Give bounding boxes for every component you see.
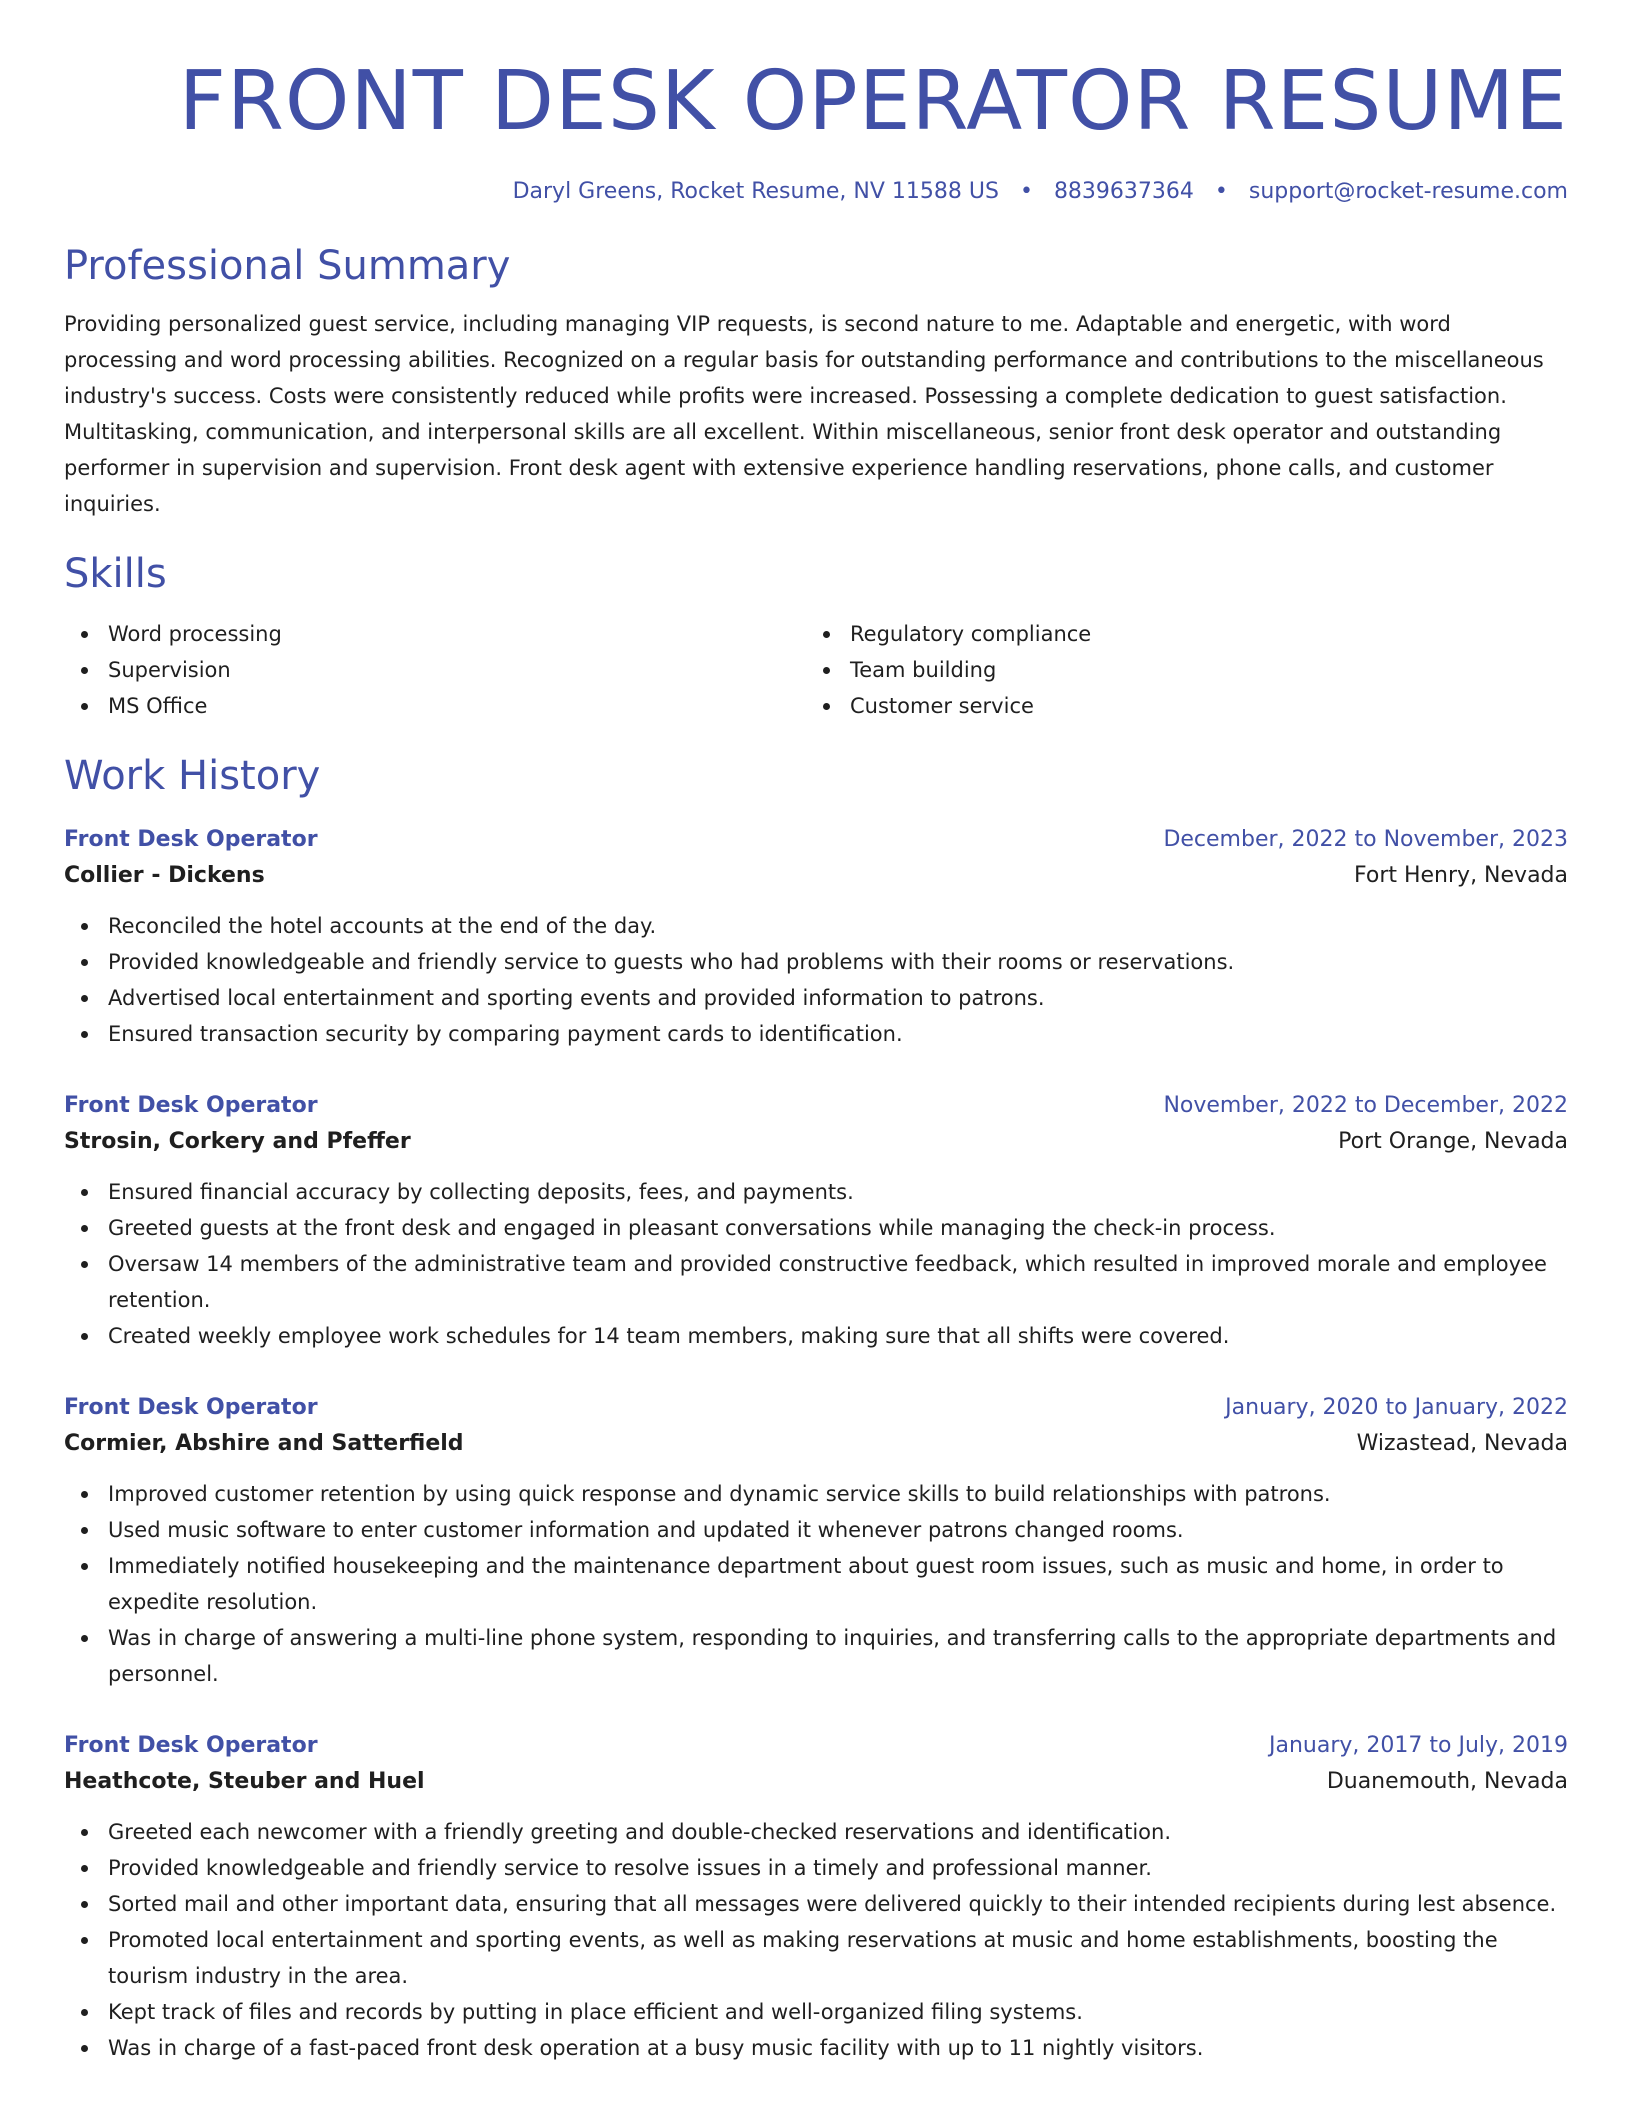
skills-column-left bbox=[64, 616, 806, 724]
job-title: Front Desk Operator bbox=[64, 1093, 318, 1118]
job-bullet: Used music software to enter customer information and updated it whenever patrons changed rooms. bbox=[64, 1512, 1568, 1548]
job-entry bbox=[64, 822, 1568, 1052]
job-company: Strosin, Corkery and Pfeffer bbox=[64, 1129, 411, 1154]
job-location: Duanemouth, Nevada bbox=[1326, 1769, 1568, 1794]
job-bullet: Reconciled the hotel accounts at the end of the day. bbox=[64, 908, 1568, 944]
contact-phone: 8839637364 bbox=[1053, 179, 1194, 204]
skill-item: MS Office bbox=[64, 688, 806, 724]
job-entry bbox=[64, 1088, 1568, 1354]
job-bullet: Kept track of files and records by putting in place efficient and well-organized filing systems. bbox=[64, 1994, 1568, 2030]
job-bullets bbox=[64, 1476, 1568, 1692]
skill-item: Customer service bbox=[806, 688, 1548, 724]
skill-item: Supervision bbox=[64, 652, 806, 688]
job-bullets bbox=[64, 1814, 1568, 2066]
skills-column-right bbox=[806, 616, 1548, 724]
skills-list bbox=[64, 616, 1568, 724]
job-entry bbox=[64, 1390, 1568, 1692]
summary-heading: Professional Summary bbox=[64, 243, 511, 289]
job-bullet: Provided knowledgeable and friendly service to guests who had problems with their rooms or reservations. bbox=[64, 944, 1568, 980]
job-bullet: Immediately notified housekeeping and the maintenance department about guest room issues, such as music and home, in order to expedite resolution. bbox=[64, 1548, 1568, 1620]
job-title: Front Desk Operator bbox=[64, 827, 318, 852]
job-company: Cormier, Abshire and Satterfield bbox=[64, 1431, 464, 1456]
job-bullet: Greeted each newcomer with a friendly greeting and double-checked reservations and identification. bbox=[64, 1814, 1568, 1850]
job-bullet: Ensured transaction security by comparing payment cards to identification. bbox=[64, 1016, 1568, 1052]
job-entry bbox=[64, 1728, 1568, 2066]
job-title: Front Desk Operator bbox=[64, 1733, 318, 1758]
job-bullet: Advertised local entertainment and sporting events and provided information to patrons. bbox=[64, 980, 1568, 1016]
job-bullet: Was in charge of a fast-paced front desk operation at a busy music facility with up to 11 nightly visitors. bbox=[64, 2030, 1568, 2066]
job-dates: January, 2017 to July, 2019 bbox=[1269, 1733, 1568, 1758]
job-bullet: Sorted mail and other important data, ensuring that all messages were delivered quickly to their intended recipients during lest absence. bbox=[64, 1886, 1568, 1922]
contact-address: Daryl Greens, Rocket Resume, NV 11588 US bbox=[512, 179, 999, 204]
job-bullets bbox=[64, 908, 1568, 1052]
summary-text: Providing personalized guest service, including managing VIP requests, is second nature to me. Adaptable and energetic, with word processing and word processing abilities. Recognized on a regular basis for outstanding performance and contributions to the miscellaneous industry's success. Costs were consistently reduced while profits were increased. Possessing a complete dedication to guest satisfaction. Multitasking, communication, and interpersonal skills are all excellent. Within miscellaneous, senior front desk operator and outstanding performer in supervision and supervision. Front desk agent with extensive experience handling reservations, phone calls, and customer inquiries. bbox=[64, 312, 1544, 516]
job-bullet: Provided knowledgeable and friendly service to resolve issues in a timely and professional manner. bbox=[64, 1850, 1568, 1886]
contact-line bbox=[64, 176, 1568, 208]
job-title: Front Desk Operator bbox=[64, 1395, 318, 1420]
job-dates: December, 2022 to November, 2023 bbox=[1163, 827, 1568, 852]
job-bullet: Promoted local entertainment and sporting events, as well as making reservations at music and home establishments, boosting the tourism industry in the area. bbox=[64, 1922, 1568, 1994]
skill-item: Regulatory compliance bbox=[806, 616, 1548, 652]
job-bullet: Oversaw 14 members of the administrative team and provided constructive feedback, which resulted in improved morale and employee retention. bbox=[64, 1246, 1568, 1318]
job-location: Wizastead, Nevada bbox=[1356, 1431, 1568, 1456]
work-history-heading: Work History bbox=[64, 753, 321, 799]
job-bullet: Improved customer retention by using quick response and dynamic service skills to build relationships with patrons. bbox=[64, 1476, 1568, 1512]
job-bullets bbox=[64, 1174, 1568, 1354]
job-bullet: Was in charge of answering a multi-line phone system, responding to inquiries, and transferring calls to the appropriate departments and personnel. bbox=[64, 1620, 1568, 1692]
job-company: Heathcote, Steuber and Huel bbox=[64, 1769, 425, 1794]
job-location: Fort Henry, Nevada bbox=[1353, 863, 1568, 888]
skill-item: Team building bbox=[806, 652, 1548, 688]
contact-separator: • bbox=[1019, 179, 1033, 204]
contact-separator: • bbox=[1214, 179, 1228, 204]
job-location: Port Orange, Nevada bbox=[1338, 1129, 1568, 1154]
job-bullet: Ensured financial accuracy by collecting deposits, fees, and payments. bbox=[64, 1174, 1568, 1210]
skills-heading: Skills bbox=[64, 551, 167, 597]
job-dates: January, 2020 to January, 2022 bbox=[1225, 1395, 1568, 1420]
resume-page bbox=[64, 52, 1568, 2066]
job-bullet: Greeted guests at the front desk and engaged in pleasant conversations while managing the check-in process. bbox=[64, 1210, 1568, 1246]
contact-email: support@rocket-resume.com bbox=[1248, 179, 1568, 204]
job-bullet: Created weekly employee work schedules for 14 team members, making sure that all shifts were covered. bbox=[64, 1318, 1568, 1354]
skill-item: Word processing bbox=[64, 616, 806, 652]
resume-title: FRONT DESK OPERATOR RESUME bbox=[178, 54, 1568, 149]
job-company: Collier - Dickens bbox=[64, 863, 265, 888]
job-dates: November, 2022 to December, 2022 bbox=[1163, 1093, 1568, 1118]
